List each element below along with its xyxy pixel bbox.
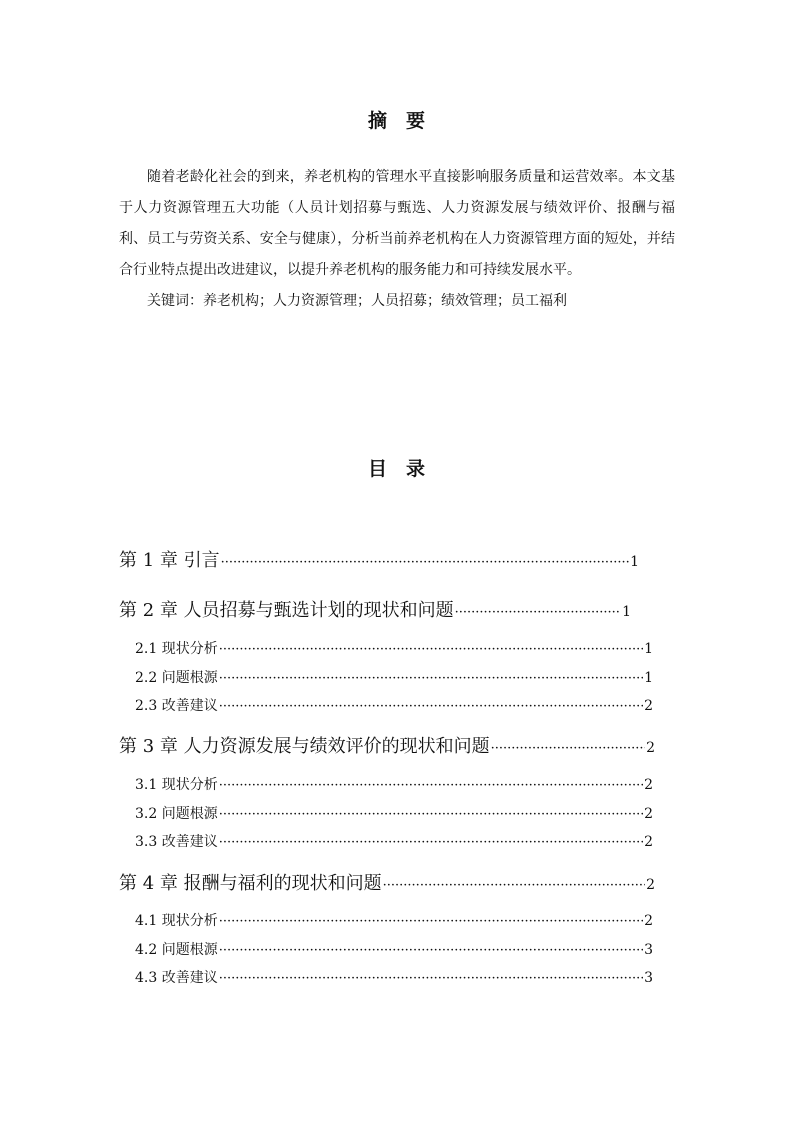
toc-entry-page: 2 bbox=[644, 806, 653, 822]
toc-leader-dots bbox=[219, 914, 643, 929]
toc-entry-page: 2 bbox=[644, 698, 653, 714]
toc-entry-section-4-1[interactable] bbox=[135, 910, 653, 930]
toc-entry-label: 4.3 改善建议 bbox=[135, 970, 218, 986]
toc-entry-page: 2 bbox=[644, 913, 653, 929]
abstract-section bbox=[119, 162, 675, 317]
toc-leader-dots bbox=[219, 971, 643, 986]
toc-leader-dots bbox=[219, 699, 643, 714]
toc-entry-section-4-2[interactable] bbox=[135, 939, 653, 959]
abstract-keywords: 关键词：养老机构；人力资源管理；人员招募；绩效管理；员工福利 bbox=[147, 293, 567, 309]
toc-entry-page: 2 bbox=[644, 834, 653, 850]
toc-entry-label: 3.1 现状分析 bbox=[135, 777, 218, 793]
toc-entry-label: 第 4 章 报酬与福利的现状和问题 bbox=[119, 873, 382, 894]
toc-entry-label: 2.3 改善建议 bbox=[135, 698, 218, 714]
toc-entry-page: 2 bbox=[646, 740, 655, 756]
abstract-body: 随着老龄化社会的到来，养老机构的管理水平直接影响服务质量和运营效率。本文基于人力资源管理五大功能（人员计划招募与甄选、人力资源发展与绩效评价、报酬与福利、员工与劳资关系、安全与健康），分析当前养老机构在人力资源管理方面的短处，并结合行业特点提出改进建议，以提升养老机构的服务能力和可持续发展水平。 bbox=[119, 169, 675, 278]
toc-entry-page: 3 bbox=[644, 970, 653, 986]
toc-entry-page: 1 bbox=[630, 554, 639, 570]
toc-entry-page: 1 bbox=[644, 670, 653, 686]
toc-leader-dots bbox=[219, 778, 643, 793]
toc-heading: 目 录 bbox=[367, 458, 425, 480]
toc-leader-dots bbox=[221, 555, 629, 570]
toc-entry-label: 第 2 章 人员招募与甄选计划的现状和问题 bbox=[119, 600, 454, 621]
toc-entry-label: 2.1 现状分析 bbox=[135, 641, 218, 657]
toc-entry-page: 1 bbox=[622, 604, 631, 620]
toc-entry-section-2-1[interactable] bbox=[135, 638, 653, 658]
toc-entry-section-2-2[interactable] bbox=[135, 667, 653, 687]
toc-entry-page: 2 bbox=[644, 777, 653, 793]
toc-entry-label: 4.2 问题根源 bbox=[135, 942, 218, 958]
toc-entry-chapter-2[interactable] bbox=[119, 596, 631, 622]
toc-entry-page: 1 bbox=[644, 641, 653, 657]
toc-leader-dots bbox=[383, 878, 645, 893]
toc-leader-dots bbox=[219, 642, 643, 657]
toc-leader-dots bbox=[219, 807, 643, 822]
toc-entry-page: 3 bbox=[644, 942, 653, 958]
toc-entry-section-3-2[interactable] bbox=[135, 803, 653, 823]
toc-entry-section-4-3[interactable] bbox=[135, 967, 653, 987]
toc-entry-chapter-3[interactable] bbox=[119, 732, 655, 758]
toc-leader-dots bbox=[219, 943, 643, 958]
toc-entry-section-3-1[interactable] bbox=[135, 774, 653, 794]
toc-entry-label: 3.3 改善建议 bbox=[135, 834, 218, 850]
toc-entry-chapter-4[interactable] bbox=[119, 869, 655, 895]
toc-entry-section-3-3[interactable] bbox=[135, 831, 653, 851]
abstract-heading: 摘 要 bbox=[367, 110, 425, 132]
toc-entry-page: 2 bbox=[646, 877, 655, 893]
toc-entry-label: 第 3 章 人力资源发展与绩效评价的现状和问题 bbox=[119, 736, 490, 757]
toc-entry-label: 第 1 章 引言 bbox=[119, 550, 220, 571]
toc-entry-section-2-3[interactable] bbox=[135, 695, 653, 715]
toc-leader-dots bbox=[455, 605, 621, 620]
toc-entry-label: 4.1 现状分析 bbox=[135, 913, 218, 929]
toc-leader-dots bbox=[219, 835, 643, 850]
toc-entry-chapter-1[interactable] bbox=[119, 546, 639, 572]
toc-leader-dots bbox=[219, 671, 643, 686]
toc-entry-label: 3.2 问题根源 bbox=[135, 806, 218, 822]
toc-leader-dots bbox=[491, 741, 645, 756]
toc-entry-label: 2.2 问题根源 bbox=[135, 670, 218, 686]
